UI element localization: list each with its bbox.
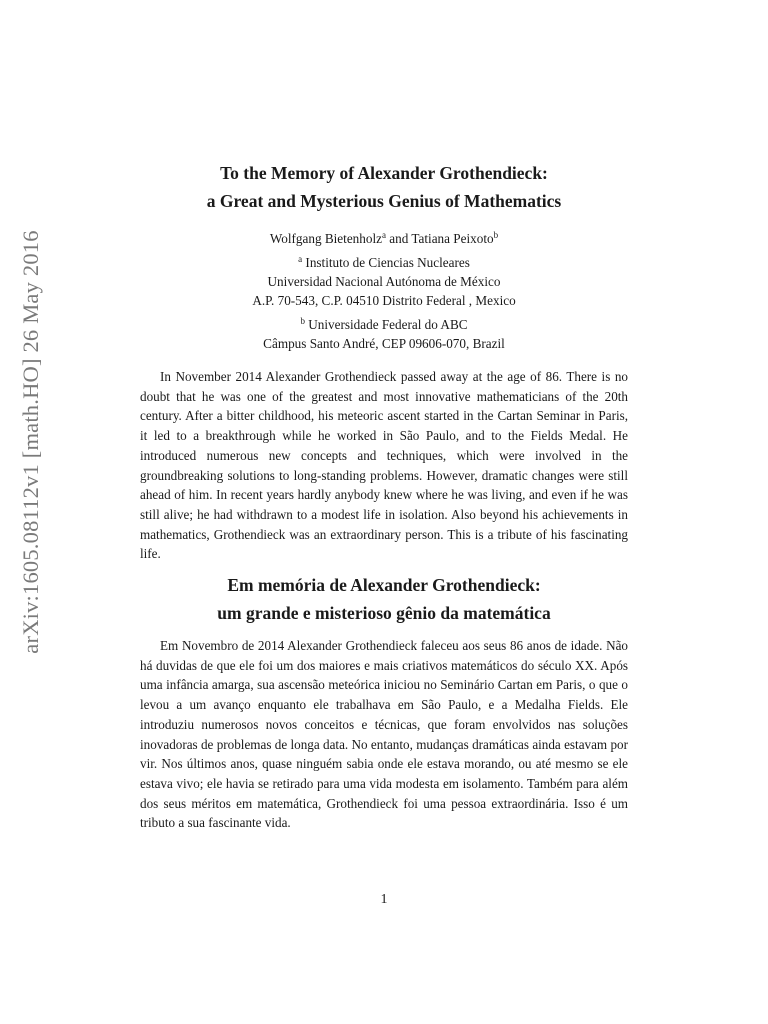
author-conjunction: and: [385, 231, 412, 246]
affiliation-a-line-1: Instituto de Ciencias Nucleares: [305, 255, 470, 270]
abstract-portuguese: Em Novembro de 2014 Alexander Grothendieck faleceu aos seus 86 anos de idade. Não há duvidas de que ele foi um dos maiores e mais criativos matemáticos do século XX. Após uma infância amarga, sua ascensão meteórica iniciou no Seminário Cartan em Paris, o que o levou a um avanço enquanto ele trabalhava em São Paulo, e a Medalha Fields. Ele introduziu numerosos novos conceitos e técnicas, que foram envolvidos nas soluções inovadoras de problemas de longa data. No entanto, mudanças dramáticas ainda estavam por vir. Nos últimos anos, quase ninguém sabia onde ele estava morando, ou até mesmo se ele estava vivo; ele havia se retirado para uma vida modesta em isolamento. Também para além dos seus méritos em matemática, Grothendieck foi uma pessoa extraordinária. Isso é um tributo a sua fascinante vida.: [140, 638, 628, 831]
author-1-affiliation-mark: a: [381, 230, 386, 240]
affiliation-b-institute: [0, 315, 768, 334]
affiliation-a-mark: a: [298, 254, 303, 264]
arxiv-identifier-text: arXiv:1605.08112v1 [math.HO] 26 May 2016: [18, 230, 43, 654]
abstract-english: In November 2014 Alexander Grothendieck passed away at the age of 86. There is no doubt that he was one of the greatest and most innovative mathematicians of the 20th century. After a bitter childhood, his meteoric ascent started in the Cartan Seminar in Paris, it led to a breakthrough while he worked in São Paulo, and to the Fields Medal. He introduced numerous new concepts and techniques, which were involved in the groundbreaking solutions to long-standing problems. However, dramatic changes were still ahead of him. In recent years hardly anybody knew where he was living, and even if he was still alive; he had withdrawn to a modest life in isolation. Also beyond his achievements in mathematics, Grothendieck was an extraordinary person. This is a tribute of his fascinating life.: [140, 369, 628, 562]
title-portuguese-line-2: um grande e misterioso gênio da matemática: [217, 603, 551, 623]
affiliation-b-line-1: Universidade Federal do ABC: [308, 317, 468, 332]
title-english-line-1: To the Memory of Alexander Grothendieck:: [220, 163, 548, 183]
affiliation-b-line-2: Câmpus Santo André, CEP 09606-070, Brazil: [263, 336, 505, 351]
author-name-2: Tatiana Peixoto: [411, 231, 494, 246]
title-english-line-2: a Great and Mysterious Genius of Mathematics: [206, 191, 562, 211]
page-number: 1: [380, 892, 388, 907]
author-2-affiliation-mark: b: [493, 230, 499, 240]
affiliation-a-line-3: A.P. 70-543, C.P. 04510 Distrito Federal , Mexico: [252, 293, 516, 308]
arxiv-identifier-stamp: [0, 0, 64, 1024]
paper-title-english: [0, 159, 768, 215]
affiliation-a-institute: [0, 253, 768, 272]
affiliation-a-line-2: Universidad Nacional Autónoma de México: [267, 274, 501, 289]
title-portuguese-line-1: Em memória de Alexander Grothendieck:: [227, 575, 541, 595]
paper-title-portuguese: [0, 571, 768, 627]
authors-and-affiliations: [0, 229, 768, 353]
author-name-1: Wolfgang Bietenholz: [269, 231, 382, 246]
author-line: [0, 229, 768, 248]
affiliation-b-mark: b: [300, 316, 305, 326]
